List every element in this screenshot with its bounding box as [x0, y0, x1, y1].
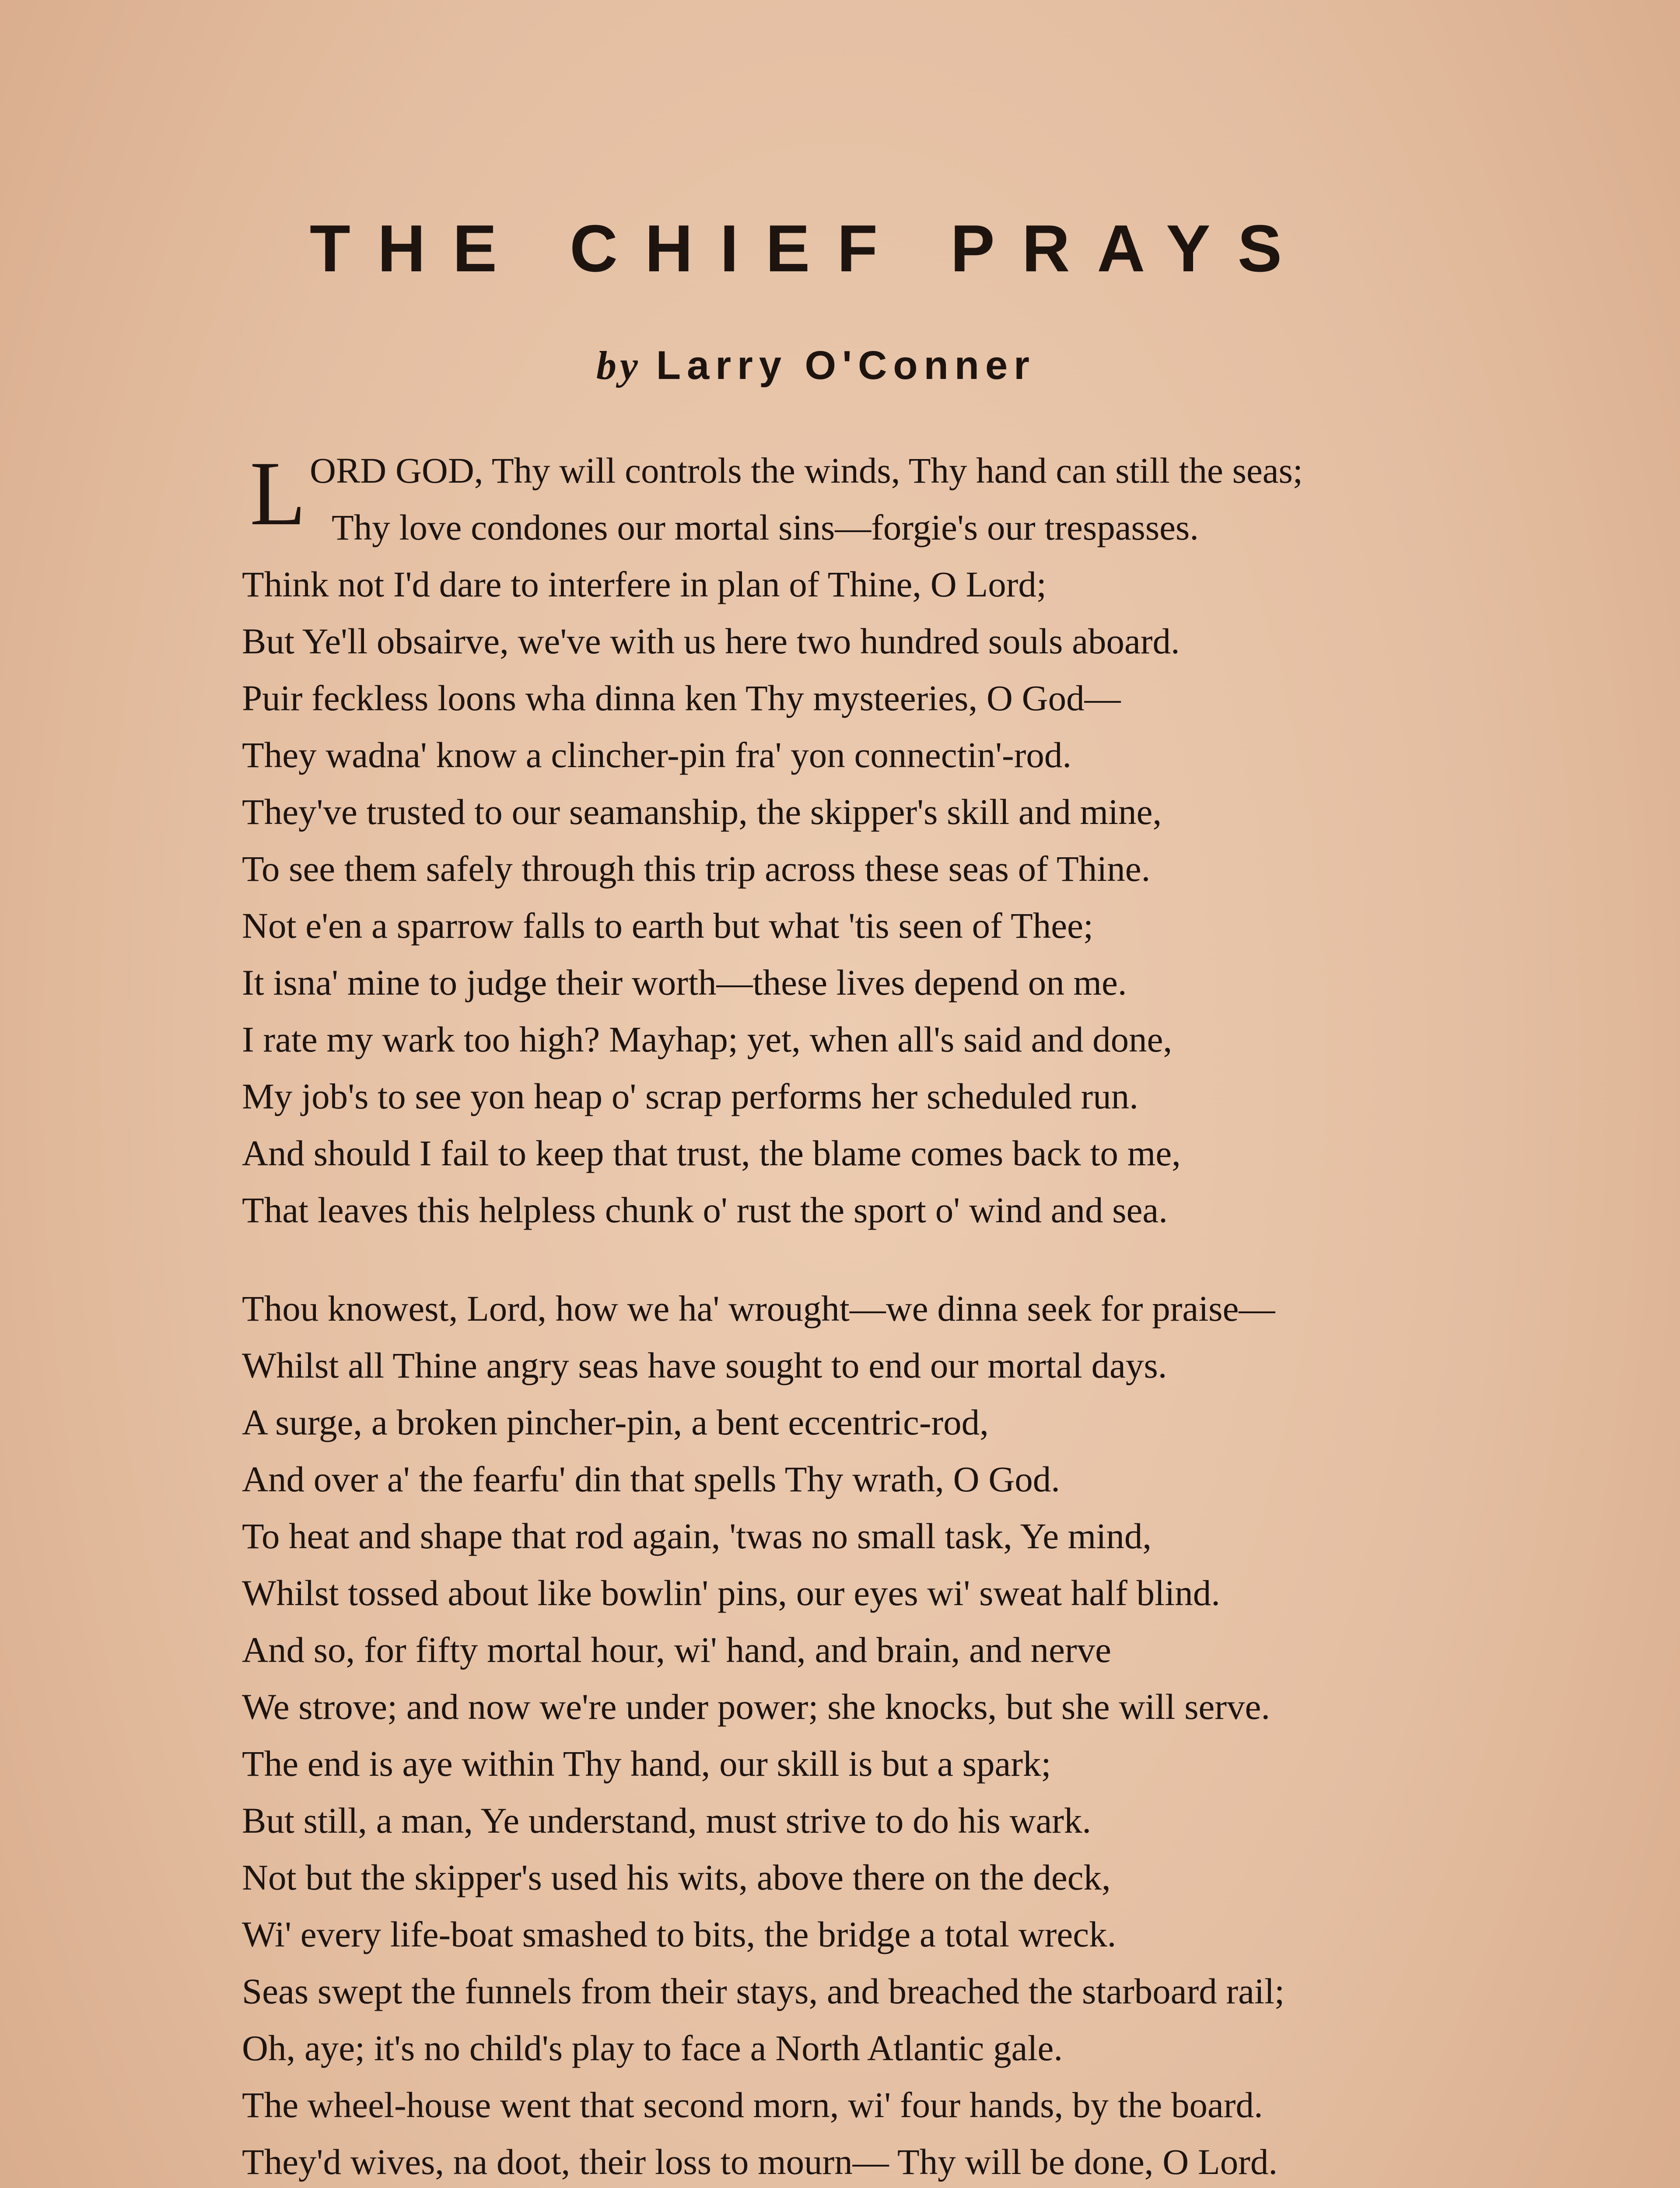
first-line-rest: Thy will controls the winds, Thy hand can still the seas; [483, 450, 1303, 491]
poem-line: Thou knowest, Lord, how we ha' wrought—we dinna seek for praise— [242, 1288, 1275, 1329]
poem-line: Not but the skipper's used his wits, above there on the deck, [242, 1857, 1111, 1897]
poem-body [242, 442, 1554, 2188]
stanza-2 [242, 1280, 1554, 2188]
poem-line: A surge, a broken pincher-pin, a bent eccentric-rod, [242, 1402, 989, 1442]
poem-line: They wadna' know a clincher-pin fra' yon connectin'-rod. [242, 735, 1072, 775]
poem-line: Oh, aye; it's no child's play to face a North Atlantic gale. [242, 2028, 1063, 2068]
poem-line: To see them safely through this trip across these seas of Thine. [242, 849, 1151, 889]
first-line-small-caps: ORD GOD, [310, 450, 483, 491]
poem-title: THE CHIEF PRAYS [309, 211, 1309, 286]
poem-line: Wi' every life-boat smashed to bits, the bridge a total wreck. [242, 1914, 1116, 1954]
poem-line: They'd wives, na doot, their loss to mourn— Thy will be done, O Lord. [242, 2142, 1278, 2182]
poem-line: I rate my wark too high? Mayhap; yet, when all's said and done, [242, 1019, 1172, 1059]
byline-by: by [596, 343, 641, 388]
poem-line: And should I fail to keep that trust, the blame comes back to me, [242, 1133, 1181, 1173]
poem-line: And so, for fifty mortal hour, wi' hand, and brain, and nerve [242, 1630, 1111, 1670]
poem-line: To heat and shape that rod again, 'twas no small task, Ye mind, [242, 1516, 1152, 1556]
poem-line: But still, a man, Ye understand, must strive to do his wark. [242, 1800, 1092, 1841]
poem-line: Not e'en a sparrow falls to earth but what 'tis seen of Thee; [242, 905, 1094, 946]
poem-line: Whilst tossed about like bowlin' pins, our eyes wi' sweat half blind. [242, 1573, 1221, 1613]
poem-line: And over a' the fearfu' din that spells Thy wrath, O God. [242, 1459, 1060, 1499]
poem-line: My job's to see yon heap o' scrap performs her scheduled run. [242, 1076, 1139, 1116]
poem-line: Think not I'd dare to interfere in plan of Thine, O Lord; [242, 564, 1046, 604]
poem-line: That leaves this helpless chunk o' rust the sport o' wind and sea. [242, 1190, 1168, 1230]
opening-lines [242, 442, 1554, 556]
poem-line [242, 442, 1554, 499]
stanza-1 [242, 442, 1554, 1238]
poem-line: But Ye'll obsairve, we've with us here two hundred souls aboard. [242, 621, 1180, 661]
drop-cap: L [250, 443, 306, 544]
poem-line: Seas swept the funnels from their stays, and breached the starboard rail; [242, 1971, 1285, 2011]
poem-line: The end is aye within Thy hand, our skill is but a spark; [242, 1743, 1051, 1784]
poem-line: Whilst all Thine angry seas have sought to end our mortal days. [242, 1345, 1167, 1385]
poem-line: Puir feckless loons wha dinna ken Thy mysteeries, O God— [242, 678, 1121, 718]
byline [0, 341, 1632, 389]
poem-line: It isna' mine to judge their worth—these lives depend on me. [242, 962, 1127, 1003]
poem-line: They've trusted to our seamanship, the skipper's skill and mine, [242, 792, 1162, 832]
author-name: Larry O'Conner [656, 343, 1036, 388]
poem-line: The wheel-house went that second morn, wi' four hands, by the board. [242, 2085, 1263, 2125]
poem-line: Thy love condones our mortal sins—forgie's our trespasses. [332, 507, 1199, 547]
poem-line: We strove; and now we're under power; she knocks, but she will serve. [242, 1687, 1270, 1727]
